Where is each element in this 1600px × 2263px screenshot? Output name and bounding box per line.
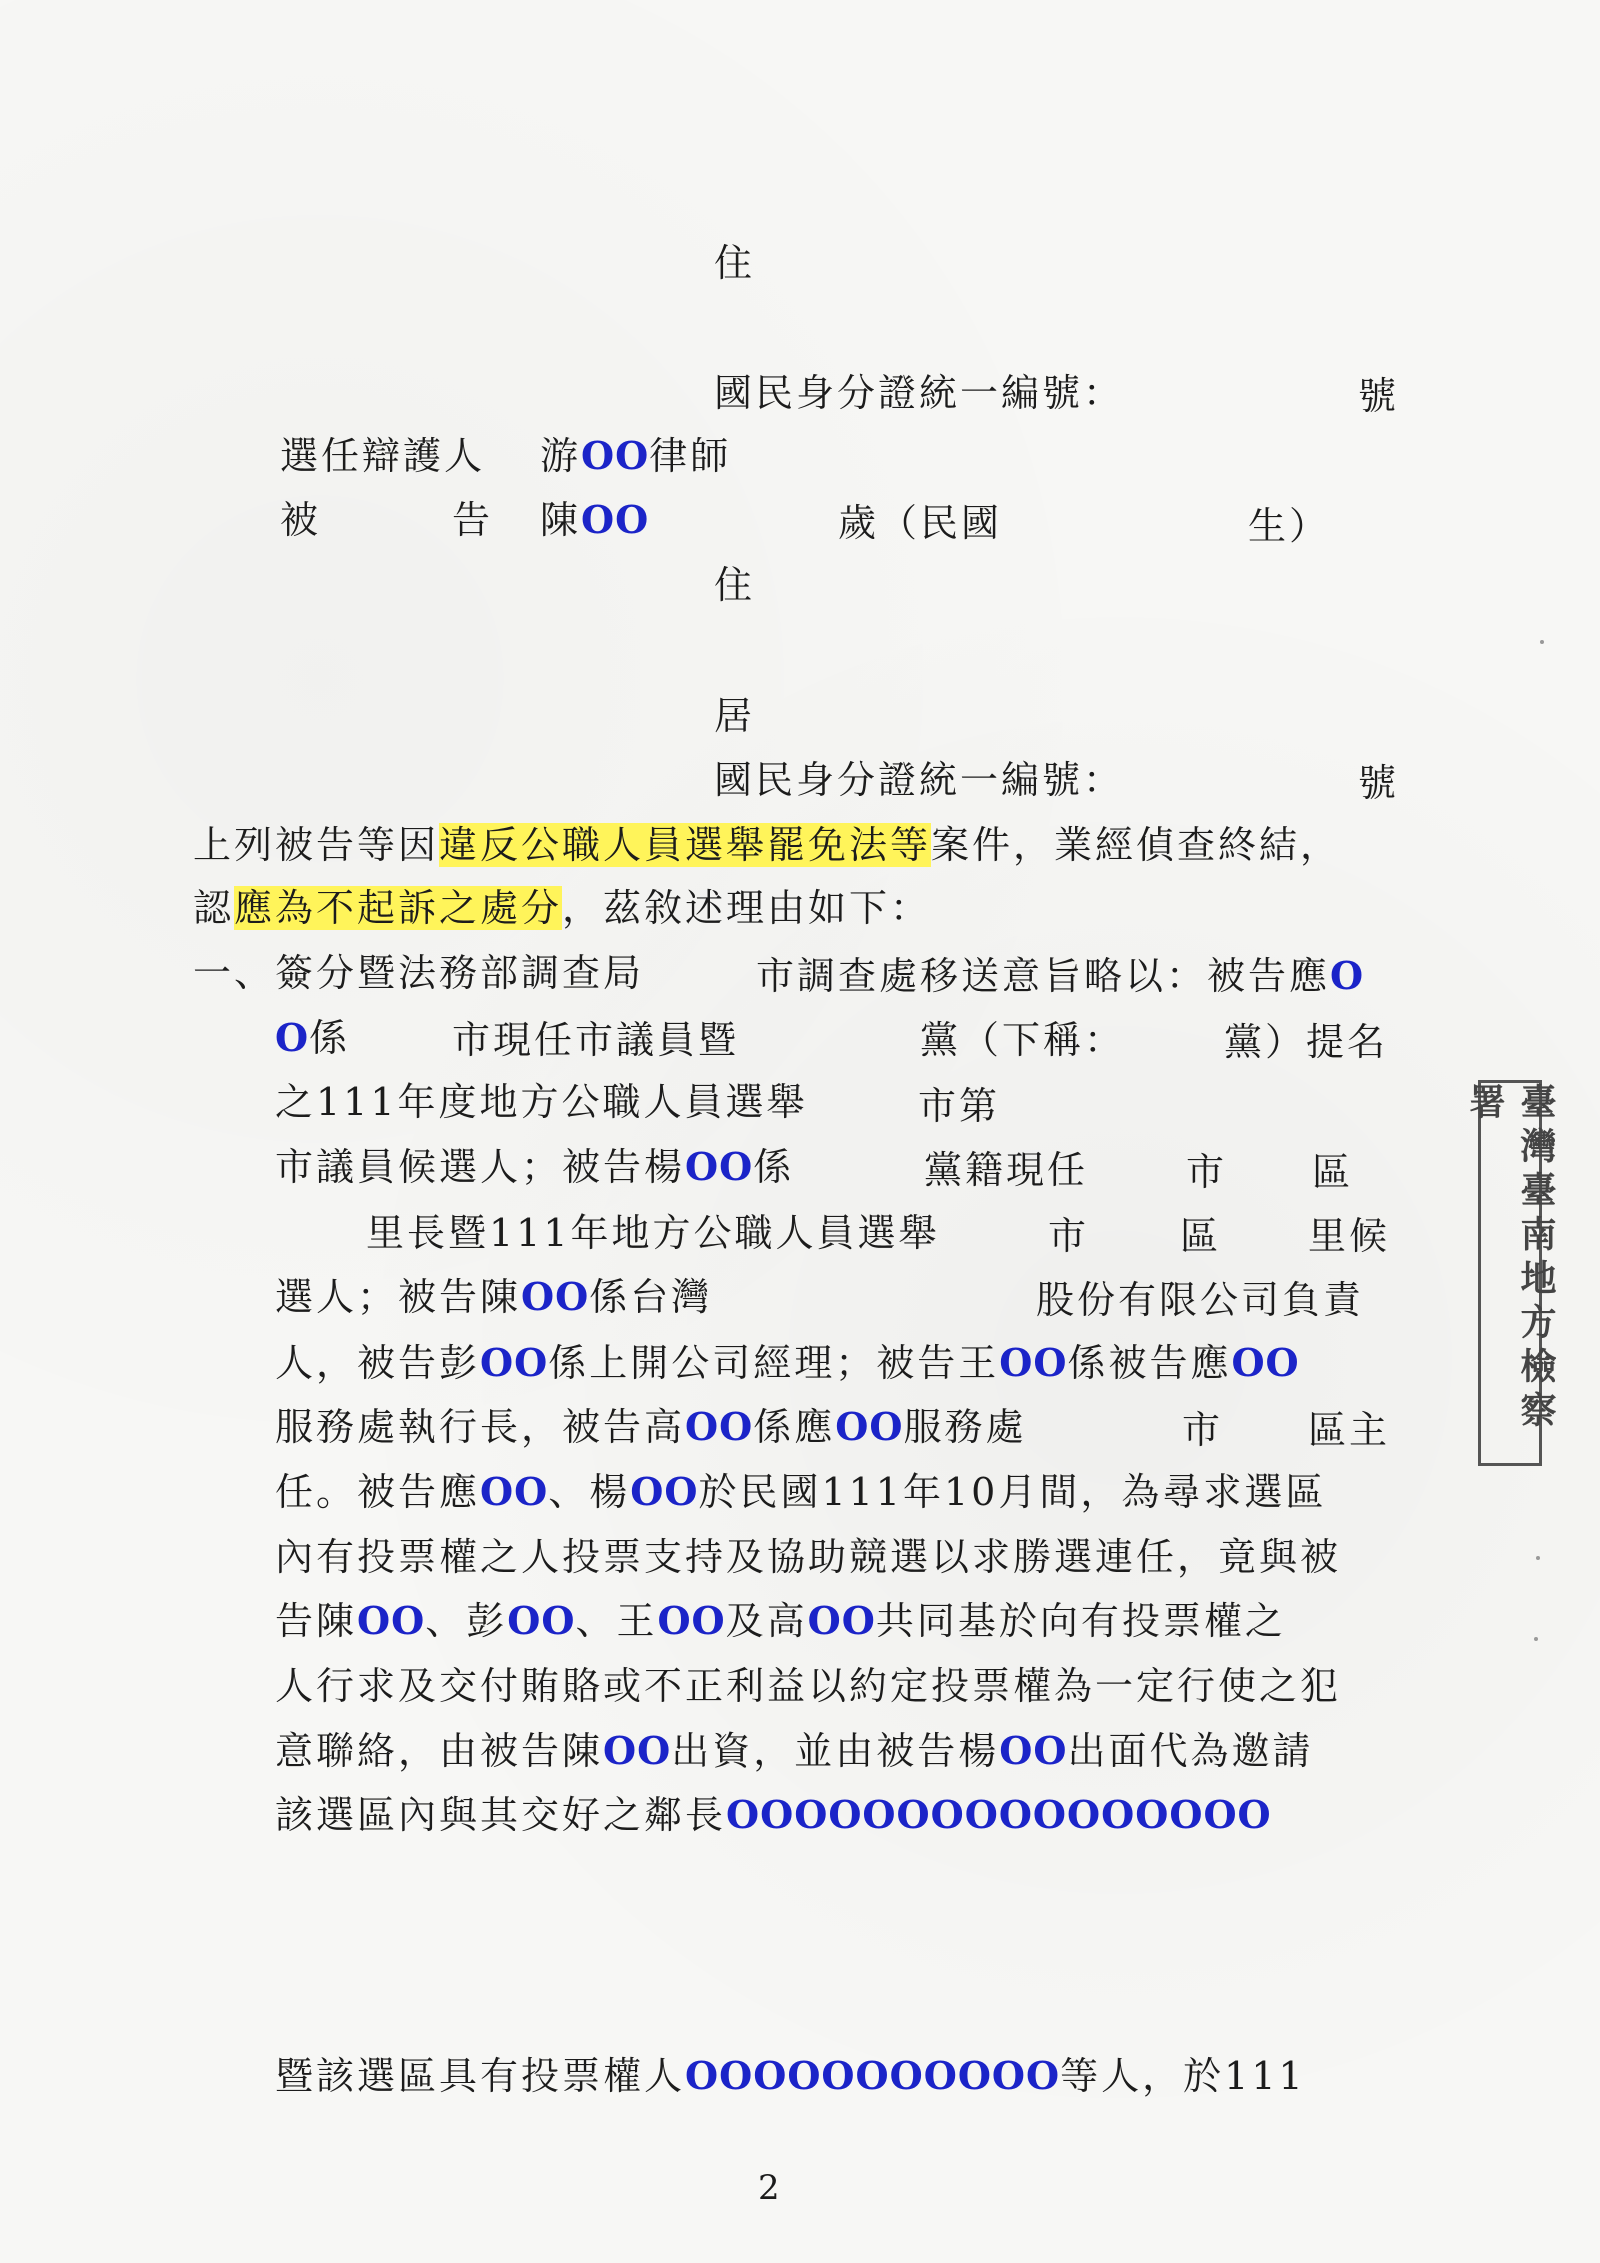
body-line-7c: 區 bbox=[1180, 1214, 1222, 1258]
address-label: 住 bbox=[714, 563, 756, 607]
defendant-role-a: 被 bbox=[280, 498, 322, 542]
body-line-5b: 市第 bbox=[918, 1084, 1001, 1128]
body-line-4e: 黨）提名 bbox=[1224, 1020, 1389, 1064]
seal-stamp-text: 臺灣臺南地方檢察署 bbox=[1464, 1083, 1556, 1435]
body-line-1: 上列被告等因違反公職人員選舉罷免法等案件，業經偵查終結， bbox=[193, 823, 1342, 867]
body-line-4c: 市現任市議員暨 bbox=[452, 1018, 740, 1062]
scan-speck bbox=[1534, 1637, 1538, 1641]
birth-label: 生） bbox=[1248, 504, 1331, 548]
id-number-suffix: 號 bbox=[1358, 374, 1400, 418]
body-line-8c: 股份有限公司負責 bbox=[1036, 1278, 1365, 1322]
body-line-5a: 之111年度地方公職人員選舉 bbox=[275, 1080, 808, 1124]
body-line-12: 內有投票權之人投票支持及協助競選以求勝選連任，竟與被 bbox=[275, 1535, 1342, 1579]
body-line-7b: 市 bbox=[1048, 1214, 1090, 1258]
body-line-15: 意聯絡，由被告陳OO出資，並由被告楊OO出面代為邀請 bbox=[275, 1728, 1314, 1773]
body-line-4d: 黨（下稱： bbox=[920, 1018, 1126, 1062]
body-line-7a: 里長暨111年地方公職人員選舉 bbox=[366, 1211, 940, 1255]
residence-label: 居 bbox=[714, 694, 756, 738]
address-label: 住 bbox=[714, 241, 756, 285]
body-line-6a: 市議員候選人；被告楊OO係 bbox=[275, 1144, 795, 1189]
body-line-11: 任。被告應OO、楊OO於民國111年10月間，為尋求選區 bbox=[275, 1469, 1327, 1514]
scan-speck bbox=[1540, 640, 1544, 644]
body-line-7d: 里候 bbox=[1308, 1214, 1391, 1258]
highlight-disposition: 應為不起訴之處分 bbox=[234, 886, 563, 930]
defense-role: 選任辯護人 bbox=[280, 434, 486, 478]
masked-name: OO bbox=[581, 433, 650, 478]
highlight-charge: 違反公職人員選舉罷免法等 bbox=[439, 823, 932, 867]
body-line-13: 告陳OO、彭OO、王OO及高OO共同基於向有投票權之 bbox=[275, 1598, 1286, 1643]
id-number-label: 國民身分證統一編號： bbox=[714, 758, 1125, 802]
body-line-10e: 區主 bbox=[1308, 1408, 1391, 1452]
body-line-6e: 區 bbox=[1312, 1150, 1354, 1194]
scan-speck bbox=[1536, 1556, 1540, 1560]
masked-names-neighborhood-chiefs: OOOOOOOOOOOOOOOO bbox=[726, 1792, 1272, 1837]
body-line-6c: 黨籍現任 bbox=[924, 1148, 1089, 1192]
body-line-9: 人，被告彭OO係上開公司經理；被告王OO係被告應OO bbox=[275, 1340, 1300, 1385]
body-line-2: 認應為不起訴之處分，茲敘述理由如下： bbox=[193, 886, 932, 930]
body-line-6d: 市 bbox=[1186, 1150, 1228, 1194]
body-line-10a: 服務處執行長，被告高OO係應OO服務處 bbox=[275, 1404, 1027, 1449]
body-line-8a: 選人；被告陳OO係台灣 bbox=[275, 1274, 713, 1319]
body-line-4a: O係 bbox=[275, 1015, 351, 1060]
id-number-label: 國民身分證統一編號： bbox=[714, 371, 1125, 415]
age-label: 歲（民國 bbox=[838, 501, 1003, 545]
body-line-3b: 市調查處移送意旨略以：被告應O bbox=[756, 953, 1365, 998]
body-line-10d: 市 bbox=[1182, 1408, 1224, 1452]
body-line-3a: 一、簽分暨法務部調查局 bbox=[193, 951, 645, 995]
seal-stamp bbox=[1464, 1080, 1556, 1466]
page-number: 2 bbox=[758, 2168, 780, 2208]
defense-name: 游OO律師 bbox=[540, 433, 732, 478]
body-line-14: 人行求及交付賄賂或不正利益以約定投票權為一定行使之犯 bbox=[275, 1664, 1342, 1708]
body-line-16: 該選區內與其交好之鄰長OOOOOOOOOOOOOOOO bbox=[275, 1792, 1272, 1837]
defendant-role-b: 告 bbox=[452, 498, 494, 542]
id-number-suffix: 號 bbox=[1358, 761, 1400, 805]
masked-names-voters: OOOOOOOOOOO bbox=[685, 2053, 1061, 2098]
masked-name: OO bbox=[581, 497, 650, 542]
body-line-17: 暨該選區具有投票權人OOOOOOOOOOO等人，於111 bbox=[275, 2053, 1306, 2098]
defendant-name: 陳OO bbox=[540, 497, 650, 542]
